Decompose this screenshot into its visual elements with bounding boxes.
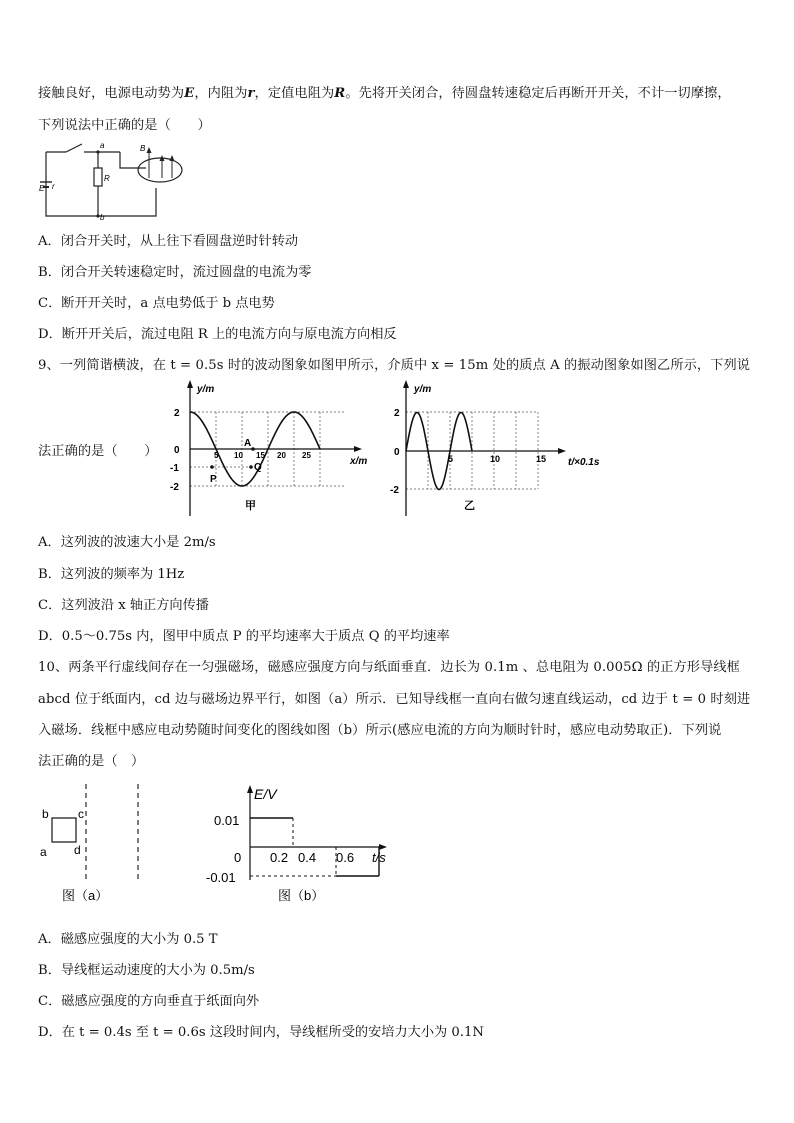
q9-option-c: C．这列波沿 x 轴正方向传播 (38, 598, 209, 613)
jia-ytick-neg1: -1 (170, 463, 179, 474)
b-ylabel: E/V (254, 786, 277, 802)
q9-figure-jia (168, 376, 380, 516)
jia-label-P: P (210, 474, 217, 485)
resistor-R (94, 168, 102, 186)
q10-stem-line1: 10、两条平行虚线间存在一匀强磁场，磁感应强度方向与纸面垂直．边长为 0.1m 、总电阻为 0.005Ω 的正方形导线框 (38, 660, 740, 675)
q10-option-d: D．在 t = 0.4s 至 t = 0.6s 这段时间内，导线框所受的安培力大小为 0.1N (38, 1025, 484, 1040)
jia-xtick-25: 25 (302, 451, 311, 460)
q8-stem-line2: 下列说法中正确的是（ ） (38, 118, 211, 133)
q10-stem-line4: 法正确的是（ ） (38, 754, 145, 769)
q10-option-a: A．磁感应强度的大小为 0.5 T (38, 932, 218, 947)
jia-ylabel: y/m (197, 384, 215, 395)
jia-xtick-20: 20 (277, 451, 286, 460)
label-b: b (42, 807, 49, 821)
jia-label-A: A (244, 438, 252, 449)
fig-b-caption: 图（b） (278, 888, 325, 903)
jia-xtick-5: 5 (214, 451, 219, 460)
jia-xtick-15: 15 (256, 451, 265, 460)
label-R: R (104, 174, 110, 183)
q9-stem-line1: 9、一列简谐横波，在 t = 0.5s 时的波动图象如图甲所示，介质中 x = 15m 处的质点 A 的振动图象如图乙所示，下列说 (38, 358, 751, 373)
jia-label-Q: Q (254, 462, 262, 473)
yi-ytick-2: 2 (394, 408, 400, 419)
b-xtick-0.6: 0.6 (336, 850, 355, 865)
q10-figure-a (36, 780, 166, 912)
q8-option-a: A．闭合开关时，从上往下看圆盘逆时针转动 (38, 234, 299, 249)
yi-xtick-15: 15 (536, 454, 547, 464)
b-xtick-0.4: 0.4 (298, 850, 317, 865)
b-ytick-neg: -0.01 (206, 870, 236, 885)
label-E: E (39, 184, 45, 193)
label-d: d (74, 843, 81, 857)
jia-xtick-10: 10 (234, 451, 243, 460)
label-a: a (40, 845, 47, 859)
point-Q-dot (249, 465, 253, 469)
wire-frame-abcd (52, 818, 76, 842)
label-r: r (52, 182, 55, 191)
label-a: a (100, 141, 105, 150)
label-B: B (140, 144, 146, 153)
jia-caption: 甲 (245, 500, 256, 512)
q8-option-d: D．断开开关后，流过电阻 R 上的电流方向与原电流方向相反 (38, 327, 397, 342)
jia-ytick-2: 2 (174, 408, 180, 419)
b-ytick-pos: 0.01 (214, 813, 240, 828)
q10-stem-line3: 入磁场．线框中感应电动势随时间变化的图线如图（b）所示(感应电流的方向为顺时针时，感应电动势取正)．下列说 (38, 723, 722, 738)
q9-option-b: B．这列波的频率为 1Hz (38, 567, 185, 582)
yi-xtick-5: 5 (448, 454, 454, 464)
q8-stem-line1: 接触良好，电源电动势为E，内阻为r，定值电阻为R。先将开关闭合，待圆盘转速稳定后再断开开关，不计一切摩擦， (38, 86, 731, 101)
q10-figure-b (200, 780, 400, 912)
yi-caption: 乙 (464, 500, 475, 512)
yi-ytick-neg2: -2 (390, 485, 399, 496)
label-c: c (78, 807, 84, 821)
jia-xlabel: x/m (350, 456, 368, 467)
q9-option-d: D．0.5～0.75s 内，图甲中质点 P 的平均速率大于质点 Q 的平均速率 (38, 629, 450, 644)
q9-stem-line2: 法正确的是（ ） (38, 444, 158, 459)
q8-option-b: B．闭合开关转速稳定时，流过圆盘的电流为零 (38, 265, 312, 280)
label-b: b (100, 213, 105, 222)
q9-figure-yi (386, 376, 626, 516)
fig-a-caption: 图（a） (62, 888, 109, 903)
b-origin: 0 (234, 850, 242, 865)
point-P-dot (210, 465, 214, 469)
jia-ytick-neg2: -2 (170, 482, 179, 493)
b-xtick-0.2: 0.2 (270, 850, 289, 865)
switch (66, 144, 82, 152)
q9-option-a: A．这列波的波速大小是 2m/s (38, 535, 216, 550)
yi-xtick-10: 10 (490, 454, 501, 464)
yi-ylabel: y/m (414, 384, 432, 395)
q10-option-c: C．磁感应强度的方向垂直于纸面向外 (38, 994, 260, 1009)
jia-ytick-0: 0 (174, 445, 180, 456)
q8-option-c: C．断开开关时，a 点电势低于 b 点电势 (38, 296, 275, 311)
yi-ytick-0: 0 (394, 447, 400, 458)
q10-option-b: B．导线框运动速度的大小为 0.5m/s (38, 963, 255, 978)
disk (138, 158, 182, 182)
point-A (251, 447, 255, 451)
q8-circuit-figure (38, 138, 188, 222)
q10-stem-line2: abcd 位于纸面内，cd 边与磁场边界平行，如图（a）所示．已知导线框一直向右做匀速直线运动，cd 边于 t = 0 时刻进 (38, 692, 751, 707)
b-xlabel: t/s (372, 850, 386, 865)
yi-xlabel: t/×0.1s (568, 457, 600, 468)
